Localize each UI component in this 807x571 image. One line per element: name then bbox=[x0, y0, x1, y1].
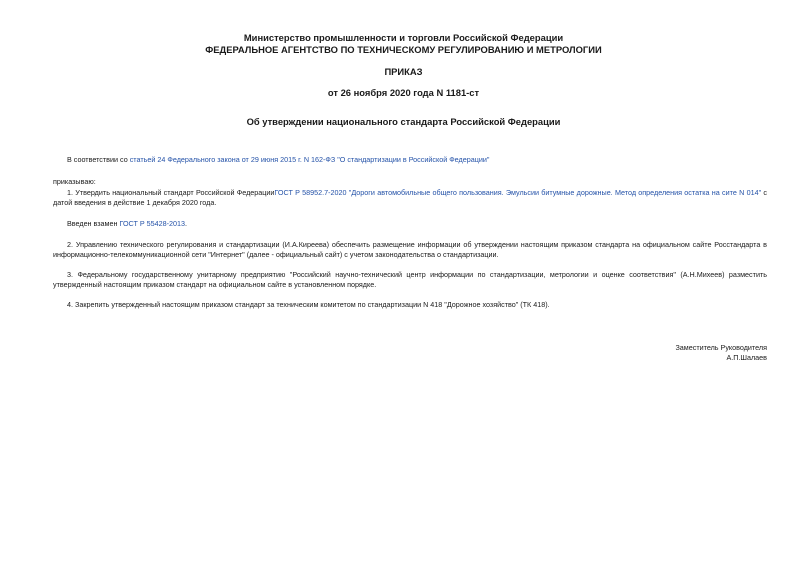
document-type: ПРИКАЗ bbox=[384, 66, 423, 77]
gost-55428-link[interactable]: ГОСТ Р 55428-2013 bbox=[119, 219, 186, 228]
item-1-suffix: с датой введения в действие 1 декабря 2020 года. bbox=[53, 188, 768, 207]
replaced-prefix: Введен взамен bbox=[67, 219, 120, 228]
item-4-paragraph: 4. Закрепить утвержденный настоящим приказом стандарт за техническим комитетом по стандартизации N 418 "Дорожное хозяйство" (ТК 418). bbox=[67, 300, 550, 309]
item-1-prefix: 1. Утвердить национальный стандарт Российской Федерации bbox=[67, 188, 275, 197]
agency-name: ФЕДЕРАЛЬНОЕ АГЕНТСТВО ПО ТЕХНИЧЕСКОМУ РЕГУЛИРОВАНИЮ И МЕТРОЛОГИИ bbox=[205, 44, 602, 55]
item-2-paragraph: 2. Управлению технического регулирования и стандартизации (И.А.Киреева) обеспечить размещение информации об утверждении настоящим приказом стандарта на официальном сайте Росстандарта в информационно-телекоммуникационной сети "Интернет" (далее - официальный сайт) с учетом законодательства о стандартизации. bbox=[53, 240, 767, 259]
item-3-paragraph: 3. Федеральному государственному унитарному предприятию "Российский научно-технический центр информации по стандартизации, метрологии и оценке соответствия" (А.Н.Михеев) разместить утвержденный настоящим приказом стандарт на официальном сайте в установленном порядке. bbox=[53, 270, 767, 289]
document-title: Об утверждении национального стандарта Российской Федерации bbox=[246, 116, 561, 127]
preamble-prefix: В соответствии со bbox=[67, 155, 130, 164]
replaced-standard-paragraph bbox=[53, 219, 767, 229]
signature-name: А.П.Шалаев bbox=[726, 353, 767, 362]
replaced-suffix: . bbox=[185, 219, 188, 228]
signature-position: Заместитель Руководителя bbox=[675, 343, 767, 352]
document-date-number: от 26 ноября 2020 года N 1181-ст bbox=[327, 87, 480, 98]
ministry-name: Министерство промышленности и торговли Российской Федерации bbox=[243, 32, 564, 43]
order-word: приказываю: bbox=[53, 177, 96, 186]
gost-58952-link[interactable]: ГОСТ Р 58952.7-2020 "Дороги автомобильные общего пользования. Эмульсии битумные дорожные. Метод определения остатка на сите N 014" bbox=[274, 188, 762, 197]
preamble-paragraph bbox=[53, 155, 767, 165]
item-1-paragraph bbox=[53, 188, 767, 208]
document-page bbox=[40, 0, 767, 571]
federal-law-link[interactable]: статьей 24 Федерального закона от 29 июня 2015 г. N 162-ФЗ "О стандартизации в Российской Федерации" bbox=[129, 155, 490, 164]
